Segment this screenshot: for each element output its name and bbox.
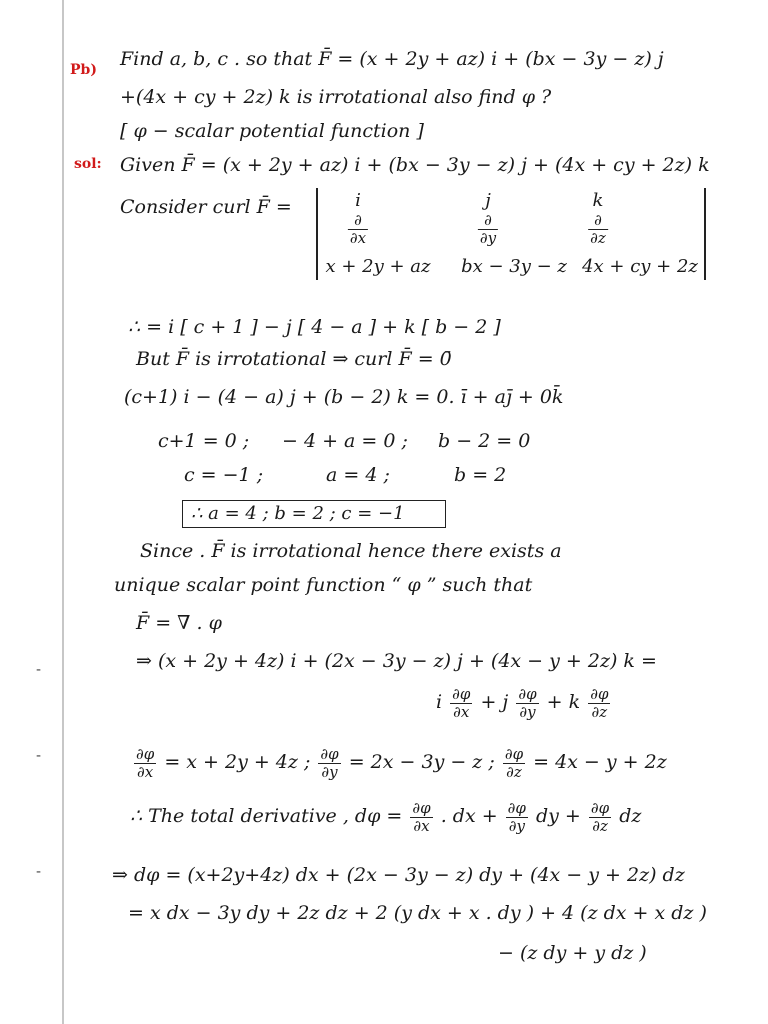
matrix-cell: i bbox=[355, 190, 361, 211]
solution-label: sol: bbox=[74, 156, 102, 172]
matrix-cell: j bbox=[485, 190, 491, 211]
dphi-expansion: ⇒ dφ = (x+2y+4z) dx + (2x − 3y − z) dy + (4x − y + 2z) dz bbox=[112, 864, 685, 886]
boxed-result: ∴ a = 4 ; b = 2 ; c = −1 bbox=[182, 500, 446, 528]
expanded-f-line: ⇒ (x + 2y + 4z) i + (2x − 3y − z) j + (4x − y + 2z) k = bbox=[136, 650, 657, 672]
margin-tick: - bbox=[36, 748, 42, 764]
gradient-components: i $\frac{\partial\varphi}{\partial x}$ + j $\frac{\partial\varphi}{\partial y}$ + k $\frac{\partial\varphi}{\partial z}$ bbox=[436, 685, 609, 721]
margin-line bbox=[62, 0, 64, 1024]
unique-line: unique scalar point function “ φ ” such that bbox=[114, 574, 533, 596]
eq-c: c+1 = 0 ; bbox=[158, 430, 250, 452]
solution-given: Given F̄ = (x + 2y + az) i + (bx − 3y − z) j + (4x + cy + 2z) k bbox=[120, 154, 710, 176]
problem-label: Pb) bbox=[70, 62, 97, 78]
problem-line-1: Find a, b, c . so that F̄ = (x + 2y + az) i + (bx − 3y − z) j bbox=[120, 48, 664, 70]
matrix-cell: x + 2y + az bbox=[325, 256, 431, 277]
dphi-remainder: − (z dy + y dz ) bbox=[498, 942, 647, 964]
curl-expansion: ∴ = i [ c + 1 ] − j [ 4 − a ] + k [ b − 2 ] bbox=[128, 316, 501, 338]
eq-a: − 4 + a = 0 ; bbox=[282, 430, 408, 452]
curl-determinant bbox=[316, 188, 706, 280]
eq-b: b − 2 = 0 bbox=[438, 430, 531, 452]
matrix-cell: $\frac{\partial}{\partial y}$ bbox=[479, 211, 497, 247]
margin-tick: - bbox=[36, 864, 42, 880]
val-b: b = 2 bbox=[454, 464, 507, 486]
margin-tick: - bbox=[36, 662, 42, 678]
matrix-cell: 4x + cy + 2z bbox=[582, 256, 698, 277]
dphi-grouping: = x dx − 3y dy + 2z dz + 2 (y dx + x . dy ) + 4 (z dx + x dz ) bbox=[128, 902, 707, 924]
problem-line-2: +(4x + cy + 2z) k is irrotational also find φ ? bbox=[120, 86, 552, 108]
matrix-cell: $\frac{\partial}{\partial z}$ bbox=[590, 211, 606, 247]
since-line: Since . F̄ is irrotational hence there exists a bbox=[140, 540, 562, 562]
val-c: c = −1 ; bbox=[184, 464, 264, 486]
gradient-line: F̄ = ∇ . φ bbox=[136, 612, 222, 634]
total-derivative: ∴ The total derivative , dφ = $\frac{\partial\varphi}{\partial x}$ . dx + $\frac{\partial\varphi}{\partial y}$ dy + $\frac{\partial\varphi}{\partial z}$ dz bbox=[130, 799, 642, 835]
problem-line-3: [ φ − scalar potential function ] bbox=[120, 120, 424, 142]
matrix-cell: bx − 3y − z bbox=[461, 256, 567, 277]
curl-label: Consider curl F̄ = bbox=[120, 196, 292, 218]
component-equation: (c+1) i − (4 − a) j + (b − 2) k = 0. ī + aj̄ + 0k̄ bbox=[124, 386, 564, 408]
matrix-cell: $\frac{\partial}{\partial x}$ bbox=[349, 211, 367, 247]
matrix-cell: k bbox=[592, 190, 604, 211]
irrotational-line: But F̄ is irrotational ⇒ curl F̄ = 0̄ bbox=[136, 348, 452, 370]
val-a: a = 4 ; bbox=[326, 464, 390, 486]
partial-derivatives: $\frac{\partial\varphi}{\partial x}$ = x + 2y + 4z ; $\frac{\partial\varphi}{\partial y}$ = 2x − 3y − z ; $\frac{\partial\varphi}{\partial z}$ = 4x − y + 2z bbox=[136, 745, 667, 781]
